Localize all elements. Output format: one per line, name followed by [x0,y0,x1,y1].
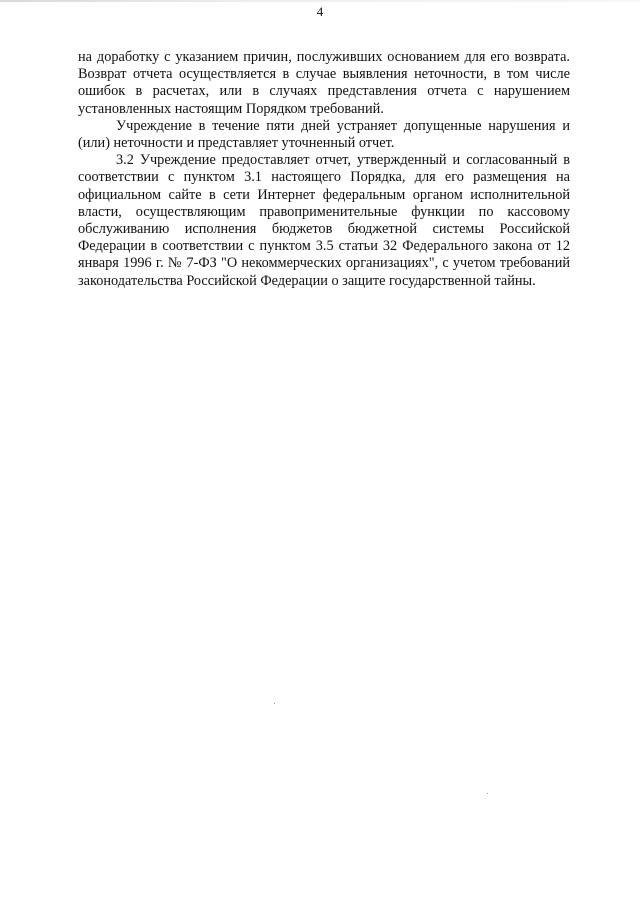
scan-speck [274,703,275,704]
paragraph-correction-deadline: Учреждение в течение пяти дней устраняет допущенные нарушения и (или) неточности и представляет уточненный отчет. [78,117,570,152]
scan-speck [487,793,488,794]
paragraph-return-for-revision: на доработку с указанием причин, послуживших основанием для его возврата. Возврат отчета осуществляется в случае выявления неточности, в том числе ошибок в расчетах, или в случаях представления отчета с нарушением установленных настоящим Порядком требований. [78,49,570,117]
scan-top-edge [0,0,640,2]
document-body [78,49,570,290]
page-number: 4 [316,4,324,19]
paragraph-report-publication: 3.2 Учреждение предоставляет отчет, утвержденный и согласованный в соответствии с пунктом 3.1 настоящего Порядка, для его размещения на официальном сайте в сети Интернет федеральным органом исполнительной власти, осуществляющим правоприменительные функции по кассовому обслуживанию исполнения бюджетов бюджетной системы Российской Федерации в соответствии с пунктом 3.5 статьи 32 Федерального закона от 12 января 1996 г. № 7-ФЗ "О некоммерческих организациях", с учетом требований законодательства Российской Федерации о защите государственной тайны. [78,152,570,289]
